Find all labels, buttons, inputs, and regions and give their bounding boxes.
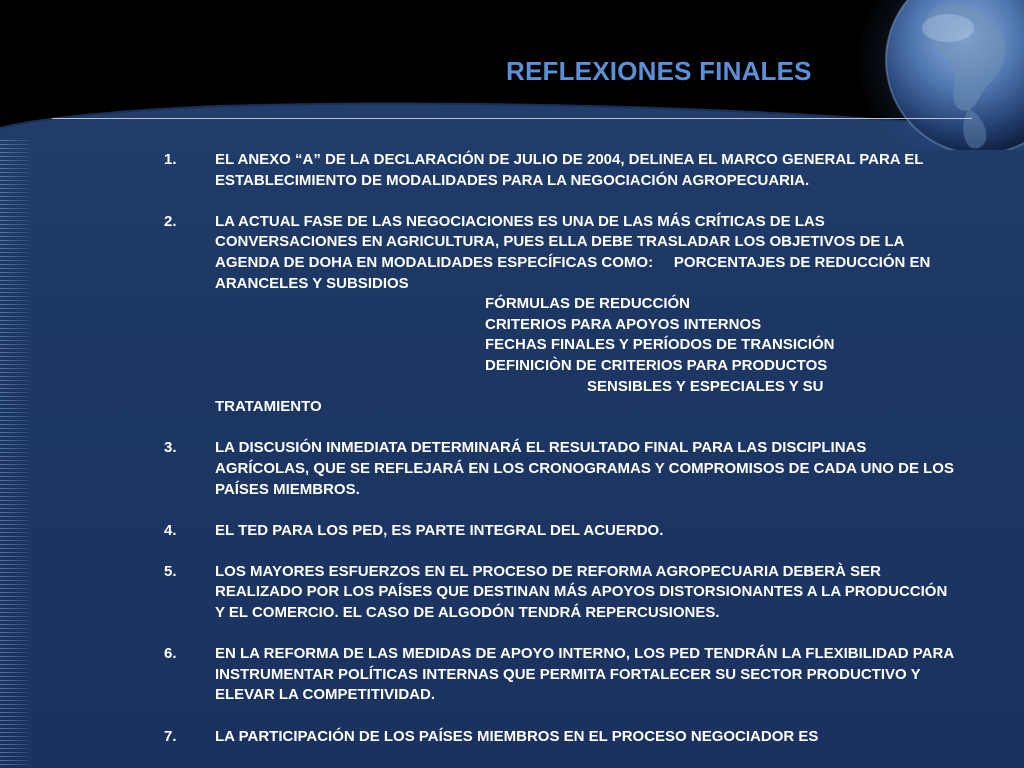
item-tail-text: TRATAMIENTO — [215, 398, 322, 416]
item-number: 7. — [164, 727, 177, 745]
sublist-item: CRITERIOS PARA APOYOS INTERNOS — [485, 315, 762, 333]
title-divider — [52, 118, 972, 119]
sublist-item: DEFINICIÒN DE CRITERIOS PARA PRODUCTOS — [485, 356, 828, 374]
item-number: 5. — [164, 562, 177, 580]
item-text: LOS MAYORES ESFUERZOS EN EL PROCESO DE REFORMA AGROPECUARIA DEBERÀ SER REALIZADO POR LOS PAÍSES QUE DESTINAN MÁS APOYOS DISTORSIONANTES A LA PRODUCCIÓN Y EL COMERCIO. EL CASO DE ALGODÓN TENDRÁ REPERCUSIONES. — [215, 562, 948, 622]
list-item — [164, 521, 954, 542]
item-text: EL TED PARA LOS PED, ES PARTE INTEGRAL DEL ACUERDO. — [215, 521, 664, 539]
list-item — [164, 438, 954, 500]
slide-title: REFLEXIONES FINALES — [506, 56, 812, 86]
modalities-sublist — [215, 294, 954, 397]
item-text: LA DISCUSIÓN INMEDIATA DETERMINARÁ EL RESULTADO FINAL PARA LAS DISCIPLINAS AGRÍCOLAS, QUE SE REFLEJARÁ EN LOS CRONOGRAMAS Y COMPROMISOS DE CADA UNO DE LOS PAÍSES MIEMBROS. — [215, 439, 954, 498]
conclusions-list — [164, 150, 954, 768]
sublist-continuation: SENSIBLES Y ESPECIALES Y SU — [587, 377, 824, 395]
item-number: 3. — [164, 439, 177, 457]
list-item — [164, 727, 954, 748]
item-number: 1. — [164, 151, 177, 168]
item-text: EL ANEXO “A” DE LA DECLARACIÓN DE JULIO DE 2004, DELINEA EL MARCO GENERAL PARA EL ESTABLECIMIENTO DE MODALIDADES PARA LA NEGOCIACIÓN AGROPECUARIA. — [215, 151, 924, 189]
list-item — [164, 150, 954, 191]
list-item — [164, 212, 954, 418]
item-text: EN LA REFORMA DE LAS MEDIDAS DE APOYO INTERNO, LOS PED TENDRÁN LA FLEXIBILIDAD PARA INSTRUMENTAR POLÍTICAS INTERNAS QUE PERMITA FORTALECER SU SECTOR PRODUCTIVO Y ELEVAR LA COMPETITIVIDAD. — [215, 645, 954, 704]
list-item — [164, 562, 954, 624]
list-item — [164, 644, 954, 706]
item-number: 4. — [164, 521, 177, 539]
item-text: LA ACTUAL FASE DE LAS NEGOCIACIONES ES UNA DE LAS MÁS CRÍTICAS DE LAS CONVERSACIONES EN AGRICULTURA, PUES ELLA DEBE TRASLADAR LOS OBJETIVOS DE LA AGENDA DE DOHA EN MODALIDADES ESPECÍFICAS COMO: PORCENTAJES DE REDUCCIÓN EN ARANCELES Y SUBSIDIOS — [215, 212, 931, 292]
sublist-item: FECHAS FINALES Y PERÍODOS DE TRANSICIÓN — [485, 336, 835, 354]
item-text: LA PARTICIPACIÓN DE LOS PAÍSES MIEMBROS EN EL PROCESO NEGOCIADOR ES — [215, 727, 819, 745]
item-number: 6. — [164, 645, 177, 663]
item-number: 2. — [164, 212, 177, 230]
left-stripe-decoration — [0, 140, 30, 768]
sublist-item: FÓRMULAS DE REDUCCIÓN — [485, 295, 690, 313]
